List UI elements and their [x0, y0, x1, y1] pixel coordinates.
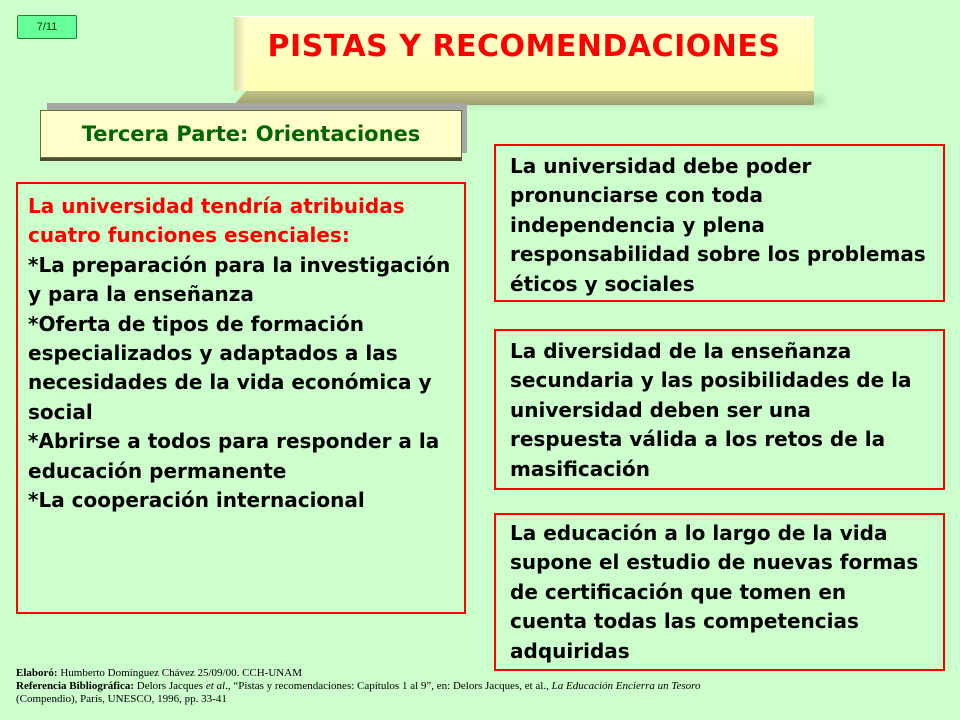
list-item: *Oferta de tipos de formación especializados y adaptados a las necesidades de la vida económica y social — [28, 311, 432, 424]
functions-list — [28, 251, 454, 516]
section-heading: Tercera Parte: Orientaciones — [81, 122, 421, 146]
author-text: Humberto Domínguez Chávez 25/09/00. CCH-UNAM — [57, 667, 302, 679]
footer-credits — [16, 667, 916, 706]
reference-text: ., “Pistas y recomendaciones: Capítulos 1 al 9”, en: Delors Jacques, et al., — [225, 680, 552, 692]
functions-box — [16, 182, 466, 614]
reference-line — [16, 680, 916, 693]
reference-book-title: La Educación Encierra un Tesoro — [551, 680, 701, 692]
ethics-text: La universidad debe poder pronunciarse con toda independencia y plena responsabilidad sobre los problemas éticos y sociales — [510, 154, 926, 296]
ethics-box — [494, 144, 945, 302]
section-banner — [40, 110, 462, 158]
page-title: PISTAS Y RECOMENDACIONES — [267, 29, 781, 64]
diversity-text: La diversidad de la enseñanza secundaria y las posibilidades de la universidad deben ser una respuesta válida a los retos de la masificación — [510, 339, 912, 481]
reference-line-2 — [16, 693, 916, 706]
page-number-badge: 7/11 — [17, 15, 77, 39]
reference-text: Delors Jacques — [134, 680, 206, 692]
list-item: *Abrirse a todos para responder a la educación permanente — [28, 429, 440, 483]
lifelong-learning-text: La educación a lo largo de la vida supone el estudio de nuevas formas de certificación que tomen en cuenta todas las competencias adquiridas — [510, 521, 919, 663]
reference-etal: et al — [205, 680, 226, 692]
author-line — [16, 667, 916, 680]
reference-text: (Compendio), París, UNESCO, 1996, pp. 33-41 — [16, 693, 227, 705]
list-item: *La preparación para la investigación y para la enseñanza — [28, 252, 451, 307]
diversity-box — [494, 329, 945, 490]
functions-intro: La universidad tendría atribuidas cuatro funciones esenciales: — [28, 194, 405, 248]
reference-label: Referencia Bibliográfica: — [16, 680, 135, 692]
author-label: Elaboró: — [16, 667, 58, 679]
lifelong-learning-box — [494, 513, 945, 671]
list-item: *La cooperación internacional — [28, 488, 365, 513]
title-banner — [234, 16, 814, 91]
